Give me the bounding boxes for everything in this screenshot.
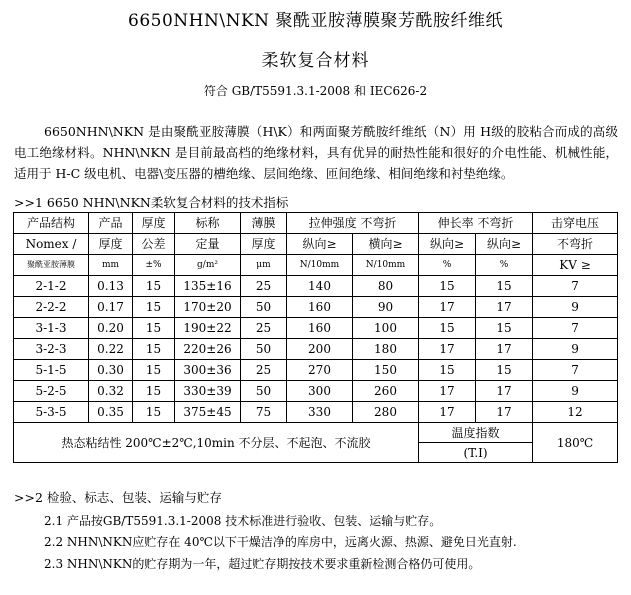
unit-voltage: KV ≥ xyxy=(533,255,618,276)
cell-voltage: 7 xyxy=(533,318,618,339)
cell-tensile-td: 150 xyxy=(353,360,419,381)
unit-structure: 聚酰亚胺薄膜 xyxy=(14,255,89,276)
cell-weight: 375±45 xyxy=(175,402,241,423)
cell-structure: 3-2-3 xyxy=(14,339,89,360)
header-elong-md: 纵向≥ xyxy=(419,234,476,255)
cell-elong-md: 17 xyxy=(419,381,476,402)
section-1-heading: >>1 6650 NHN\NKN柔软复合材料的技术指标 xyxy=(14,195,289,210)
cell-tensile-md: 140 xyxy=(287,276,353,297)
header-tensile-md: 纵向≥ xyxy=(287,234,353,255)
cell-film: 25 xyxy=(241,360,287,381)
cell-structure: 2-1-2 xyxy=(14,276,89,297)
table-row xyxy=(14,381,618,402)
cell-elong-td: 17 xyxy=(476,297,533,318)
list-item: 2.1 产品按GB/T5591.3.1-2008 技术标准进行验收、包装、运输与贮存。 xyxy=(44,514,442,528)
cell-tensile-td: 90 xyxy=(353,297,419,318)
footer-temp-index-value: 180℃ xyxy=(533,423,618,463)
cell-tensile-md: 160 xyxy=(287,318,353,339)
cell-voltage: 7 xyxy=(533,276,618,297)
cell-tolerance: 15 xyxy=(133,339,175,360)
cell-weight: 300±36 xyxy=(175,360,241,381)
header-elongation: 伸长率 不弯折 xyxy=(419,213,533,234)
unit-tensile-md: N/10mm xyxy=(287,255,353,276)
header-thickness-sub: 厚度 xyxy=(89,234,133,255)
cell-tolerance: 15 xyxy=(133,297,175,318)
header-voltage-sub: 不弯折 xyxy=(533,234,618,255)
cell-tolerance: 15 xyxy=(133,402,175,423)
cell-voltage: 12 xyxy=(533,402,618,423)
cell-thickness: 0.17 xyxy=(89,297,133,318)
cell-elong-td: 17 xyxy=(476,402,533,423)
cell-weight: 330±39 xyxy=(175,381,241,402)
cell-tolerance: 15 xyxy=(133,360,175,381)
header-elong-td: 纵向≥ xyxy=(476,234,533,255)
header-weight-sub: 定量 xyxy=(175,234,241,255)
cell-elong-md: 17 xyxy=(419,297,476,318)
table-row xyxy=(14,276,618,297)
cell-weight: 190±22 xyxy=(175,318,241,339)
cell-film: 25 xyxy=(241,318,287,339)
footer-bond-strength: 热态粘结性 200℃±2℃,10min 不分层、不起泡、不流胶 xyxy=(14,423,419,463)
header-film-sub: 厚度 xyxy=(241,234,287,255)
header-voltage: 击穿电压 xyxy=(533,213,618,234)
header-structure: 产品结构 xyxy=(14,213,89,234)
cell-film: 50 xyxy=(241,297,287,318)
cell-thickness: 0.30 xyxy=(89,360,133,381)
table-header-row-2 xyxy=(14,234,618,255)
cell-thickness: 0.20 xyxy=(89,318,133,339)
table-header-row-1 xyxy=(14,213,618,234)
cell-tensile-md: 160 xyxy=(287,297,353,318)
cell-elong-md: 17 xyxy=(419,339,476,360)
cell-structure: 5-3-5 xyxy=(14,402,89,423)
cell-film: 25 xyxy=(241,276,287,297)
cell-elong-td: 15 xyxy=(476,276,533,297)
header-structure-sub: Nomex / xyxy=(14,234,89,255)
cell-thickness: 0.13 xyxy=(89,276,133,297)
cell-elong-td: 15 xyxy=(476,360,533,381)
cell-tensile-td: 260 xyxy=(353,381,419,402)
list-item: 2.2 NHN\NKN应贮存在 40℃以下干燥洁净的库房中，远离火源、热源、避免日光直射. xyxy=(44,535,517,549)
table-row xyxy=(14,297,618,318)
cell-thickness: 0.32 xyxy=(89,381,133,402)
cell-tolerance: 15 xyxy=(133,318,175,339)
unit-elong-td: % xyxy=(476,255,533,276)
cell-voltage: 9 xyxy=(533,381,618,402)
cell-tensile-td: 280 xyxy=(353,402,419,423)
section-2-heading: >>2 检验、标志、包装、运输与贮存 xyxy=(14,490,222,505)
cell-tolerance: 15 xyxy=(133,276,175,297)
cell-tolerance: 15 xyxy=(133,381,175,402)
standard-reference: 符合 GB/T5591.3.1-2008 和 IEC626-2 xyxy=(203,84,428,98)
cell-elong-md: 17 xyxy=(419,402,476,423)
cell-thickness: 0.22 xyxy=(89,339,133,360)
cell-tensile-td: 100 xyxy=(353,318,419,339)
header-tensile: 拉伸强度 不弯折 xyxy=(287,213,419,234)
table-row xyxy=(14,360,618,381)
cell-tensile-md: 300 xyxy=(287,381,353,402)
cell-elong-td: 17 xyxy=(476,381,533,402)
unit-tolerance: ±% xyxy=(133,255,175,276)
header-film: 薄膜 xyxy=(241,213,287,234)
footer-temp-index-sub: (T.I) xyxy=(419,443,533,463)
unit-thickness: mm xyxy=(89,255,133,276)
header-tolerance: 厚度 xyxy=(133,213,175,234)
cell-film: 50 xyxy=(241,381,287,402)
table-row xyxy=(14,402,618,423)
unit-tensile-td: N/10mm xyxy=(353,255,419,276)
unit-elong-md: % xyxy=(419,255,476,276)
cell-elong-td: 15 xyxy=(476,318,533,339)
cell-voltage: 9 xyxy=(533,297,618,318)
cell-tensile-td: 80 xyxy=(353,276,419,297)
cell-structure: 5-2-5 xyxy=(14,381,89,402)
cell-tensile-md: 200 xyxy=(287,339,353,360)
table-row xyxy=(14,339,618,360)
header-tolerance-sub: 公差 xyxy=(133,234,175,255)
cell-elong-td: 17 xyxy=(476,339,533,360)
cell-elong-md: 15 xyxy=(419,276,476,297)
footer-temp-index-label: 温度指数 xyxy=(419,423,533,443)
cell-voltage: 7 xyxy=(533,360,618,381)
intro-paragraph: 6650NHN\NKN 是由聚酰亚胺薄膜（H\K）和两面聚芳酰胺纤维纸（N）用 H级的胶粘合而成的高级电工绝缘材料。NHN\NKN 是目前最高档的绝缘材料，具有优异的耐热性能和很好的介电性能、机械性能，适用于 H-C 级电机、电器\变压器的槽绝缘、层间绝缘、匝间绝缘、相间绝缘和衬垫绝缘。 xyxy=(14,124,618,181)
header-tensile-td: 横向≥ xyxy=(353,234,419,255)
cell-film: 75 xyxy=(241,402,287,423)
document-title: 6650NHN\NKN 聚酰亚胺薄膜聚芳酰胺纤维纸 xyxy=(128,11,503,31)
table-unit-row xyxy=(14,255,618,276)
table-footer-row xyxy=(14,423,618,443)
cell-weight: 220±26 xyxy=(175,339,241,360)
cell-tensile-td: 180 xyxy=(353,339,419,360)
cell-structure: 5-1-5 xyxy=(14,360,89,381)
cell-structure: 2-2-2 xyxy=(14,297,89,318)
unit-film: μm xyxy=(241,255,287,276)
table-row xyxy=(14,318,618,339)
document-subtitle: 柔软复合材料 xyxy=(261,51,370,71)
cell-elong-md: 15 xyxy=(419,360,476,381)
cell-elong-md: 15 xyxy=(419,318,476,339)
cell-thickness: 0.35 xyxy=(89,402,133,423)
unit-weight: g/m² xyxy=(175,255,241,276)
cell-tensile-md: 330 xyxy=(287,402,353,423)
header-weight: 标称 xyxy=(175,213,241,234)
cell-weight: 135±16 xyxy=(175,276,241,297)
list-item: 2.3 NHN\NKN的贮存期为一年，超过贮存期按技术要求重新检测合格仍可使用。 xyxy=(44,557,481,571)
cell-weight: 170±20 xyxy=(175,297,241,318)
cell-film: 50 xyxy=(241,339,287,360)
cell-structure: 3-1-3 xyxy=(14,318,89,339)
header-thickness: 产品 xyxy=(89,213,133,234)
cell-voltage: 9 xyxy=(533,339,618,360)
spec-table xyxy=(13,212,618,463)
cell-tensile-md: 270 xyxy=(287,360,353,381)
